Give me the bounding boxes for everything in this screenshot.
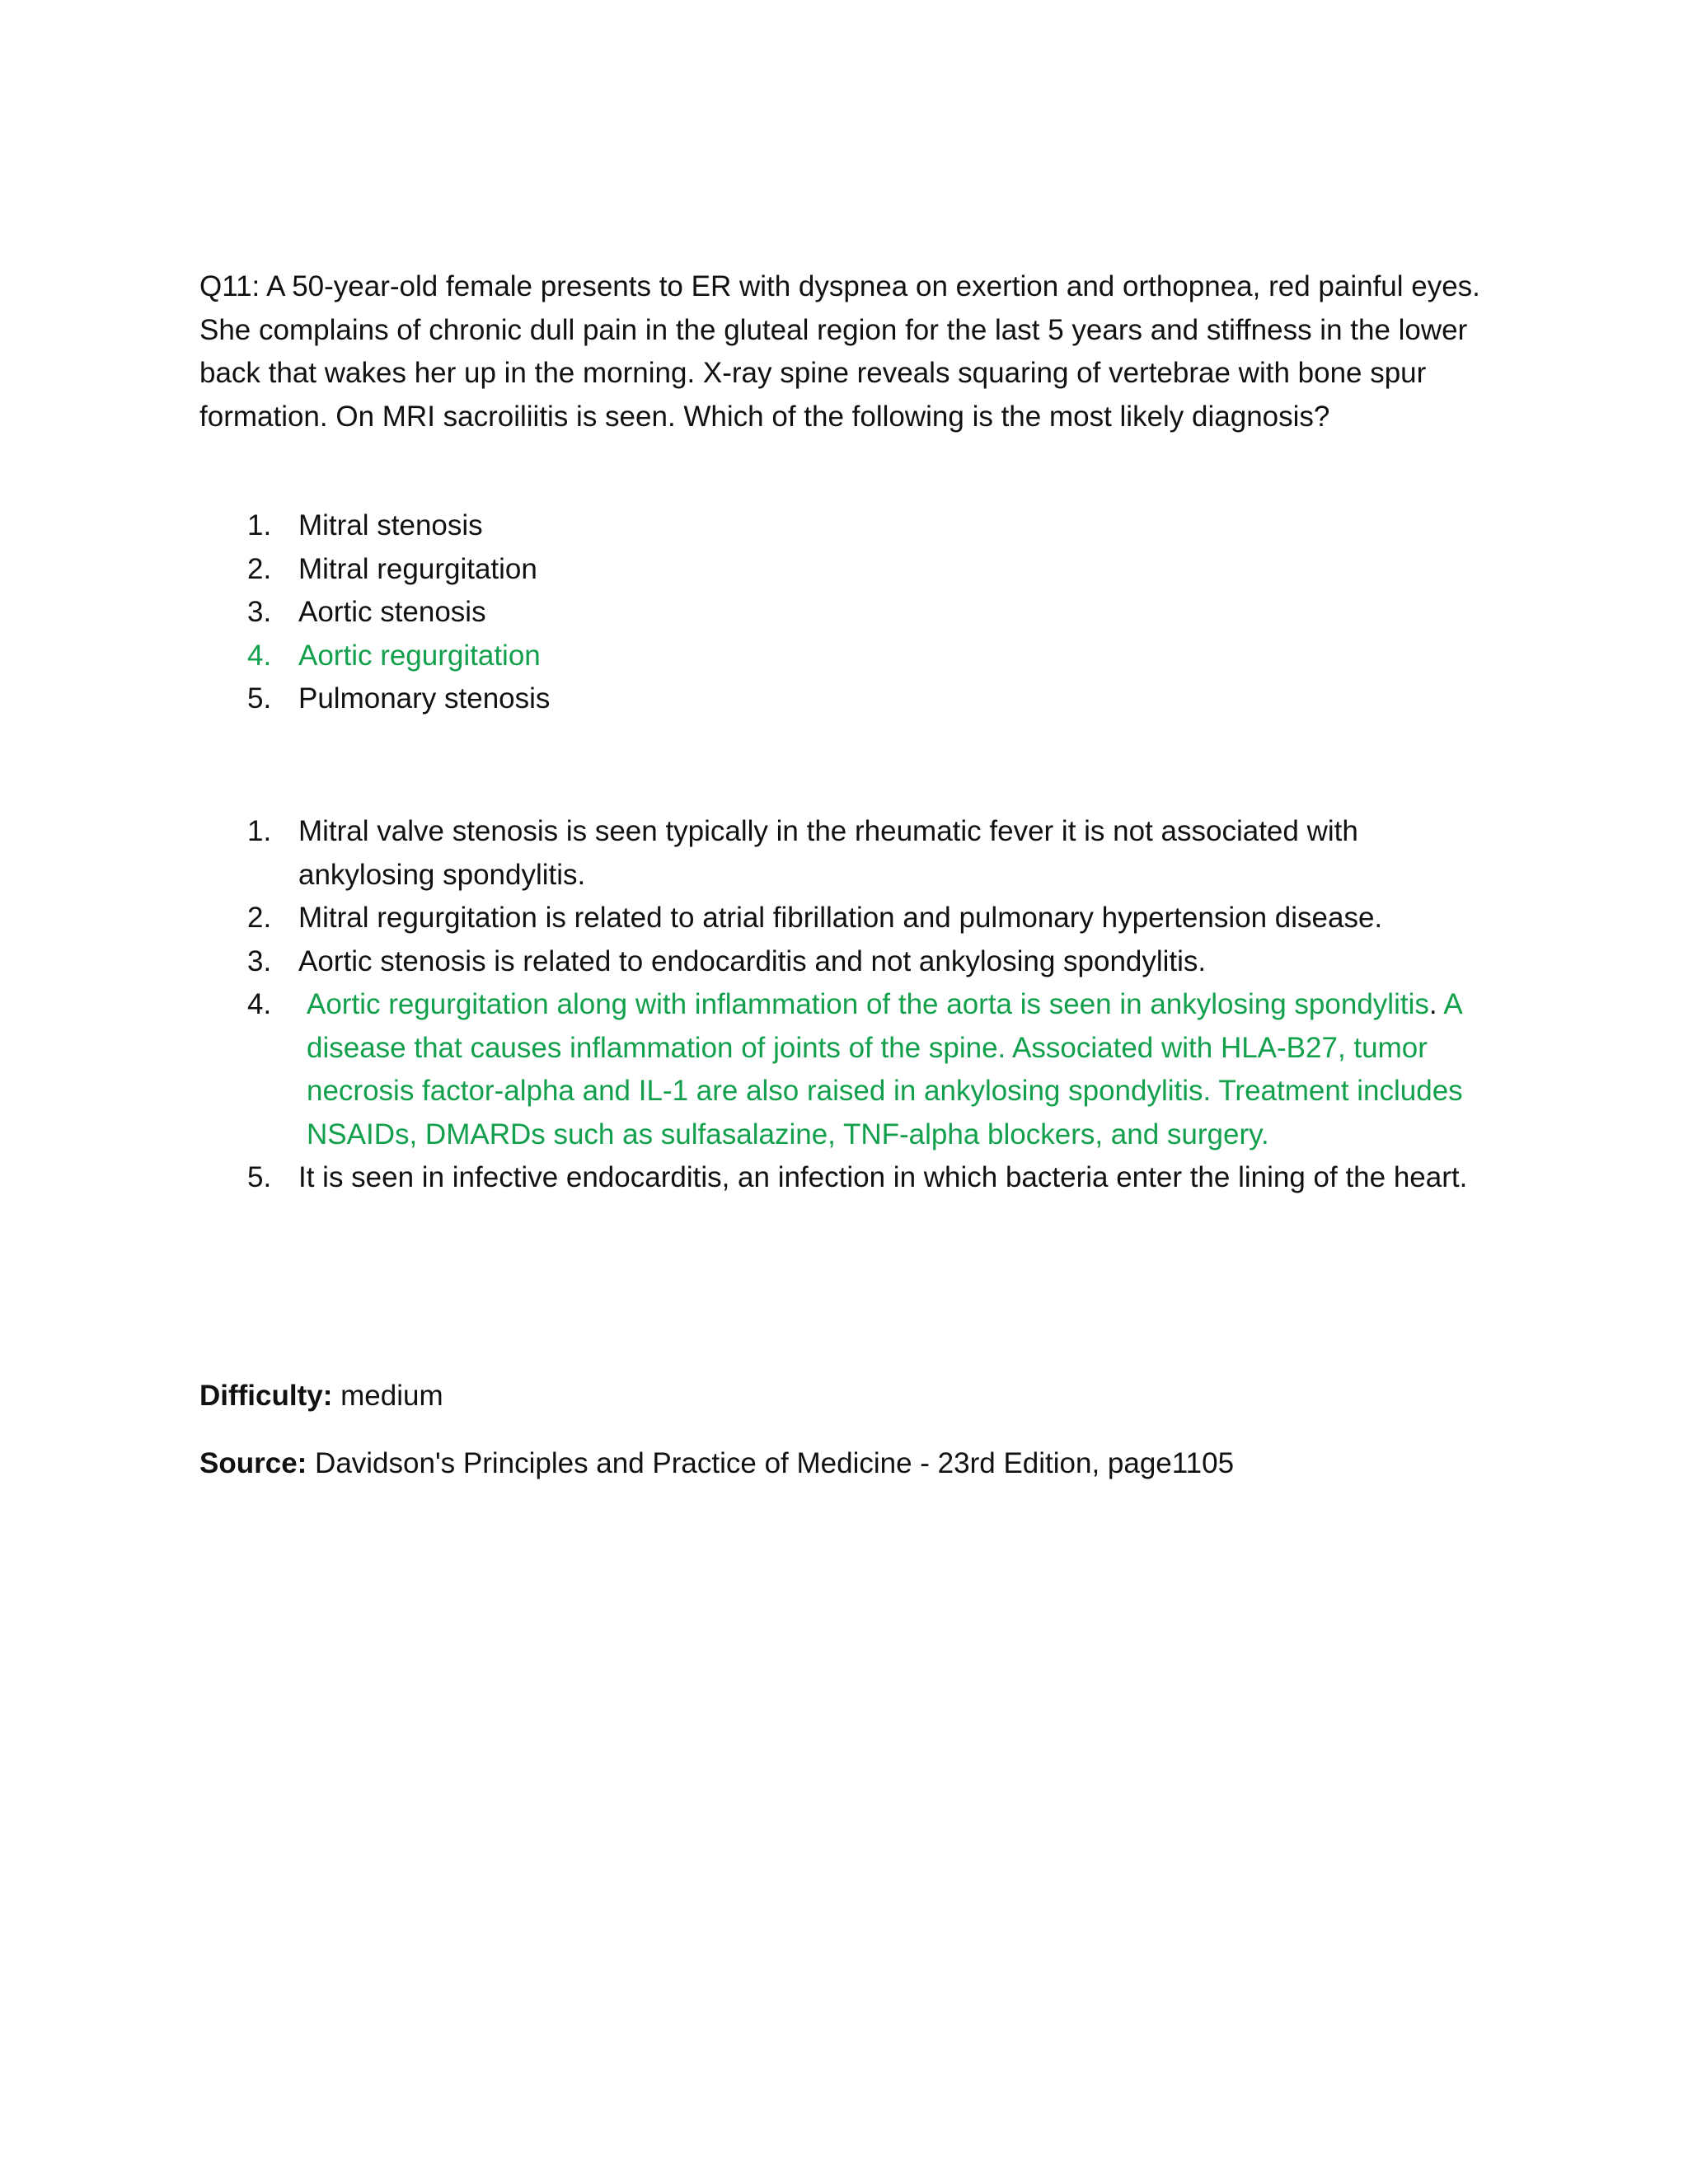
option-text: Mitral stenosis <box>298 509 483 541</box>
explanation-item <box>199 810 1502 897</box>
source-label: Source: <box>199 1447 307 1479</box>
explanation-item <box>199 940 1502 984</box>
explanation-item <box>199 897 1502 940</box>
explanation-text-correct-part2: A disease that causes inflammation of joints of the spine. Associated with HLA-B27, tumor necrosis factor-alpha and IL-1 are also raised in ankylosing spondylitis. Treatment includes NSAIDs, DMARDs such as sulfasalazine, TNF-alpha blockers, and surgery. <box>307 988 1463 1151</box>
explanation-period: . <box>1428 988 1437 1020</box>
option-number: 1. <box>247 509 272 541</box>
explanation-item <box>199 1156 1502 1200</box>
option-item <box>199 677 1502 721</box>
source-value: Davidson's Principles and Practice of Medicine - 23rd Edition, page1105 <box>307 1447 1235 1479</box>
explanation-number: 2. <box>247 902 272 934</box>
option-text: Mitral regurgitation <box>298 552 537 585</box>
answer-options-list <box>199 504 1502 721</box>
difficulty-line <box>199 1375 1502 1418</box>
option-text: Aortic stenosis <box>298 596 486 628</box>
source-line <box>199 1442 1502 1486</box>
explanation-number: 5. <box>247 1161 272 1193</box>
explanation-number: 3. <box>247 944 272 977</box>
explanation-text: Mitral regurgitation is related to atrial fibrillation and pulmonary hypertension disease. <box>298 902 1383 934</box>
explanation-number: 4. <box>247 988 272 1020</box>
difficulty-value: medium <box>332 1380 443 1412</box>
option-number: 3. <box>247 596 272 628</box>
explanation-number: 1. <box>247 815 272 847</box>
explanation-text: It is seen in infective endocarditis, an infection in which bacteria enter the lining of the heart. <box>298 1161 1468 1193</box>
option-text: Aortic regurgitation <box>298 639 541 672</box>
option-item <box>199 591 1502 635</box>
option-number: 5. <box>247 682 272 715</box>
explanations-list <box>199 810 1502 1200</box>
explanation-text-correct-part1: Aortic regurgitation along with inflammation of the aorta is seen in ankylosing spondylitis <box>307 988 1429 1020</box>
option-number: 4. <box>247 639 272 672</box>
option-number: 2. <box>247 552 272 585</box>
option-text: Pulmonary stenosis <box>298 682 551 715</box>
question-text: Q11: A 50-year-old female presents to ER with dyspnea on exertion and orthopnea, red painful eyes. She complains of chronic dull pain in the gluteal region for the last 5 years and stiffness in the lower back that wakes her up in the morning. X-ray spine reveals squaring of vertebrae with bone spur formation. On MRI sacroiliitis is seen. Which of the following is the most likely diagnosis? <box>199 270 1480 433</box>
difficulty-label: Difficulty: <box>199 1380 333 1412</box>
option-item-correct <box>199 635 1502 678</box>
explanation-text: Mitral valve stenosis is seen typically in the rheumatic fever it is not associated with ankylosing spondylitis. <box>298 815 1358 891</box>
option-item <box>199 504 1502 548</box>
explanation-item-correct <box>199 983 1502 1156</box>
explanation-text: Aortic stenosis is related to endocarditis and not ankylosing spondylitis. <box>298 944 1207 977</box>
option-item <box>199 548 1502 592</box>
